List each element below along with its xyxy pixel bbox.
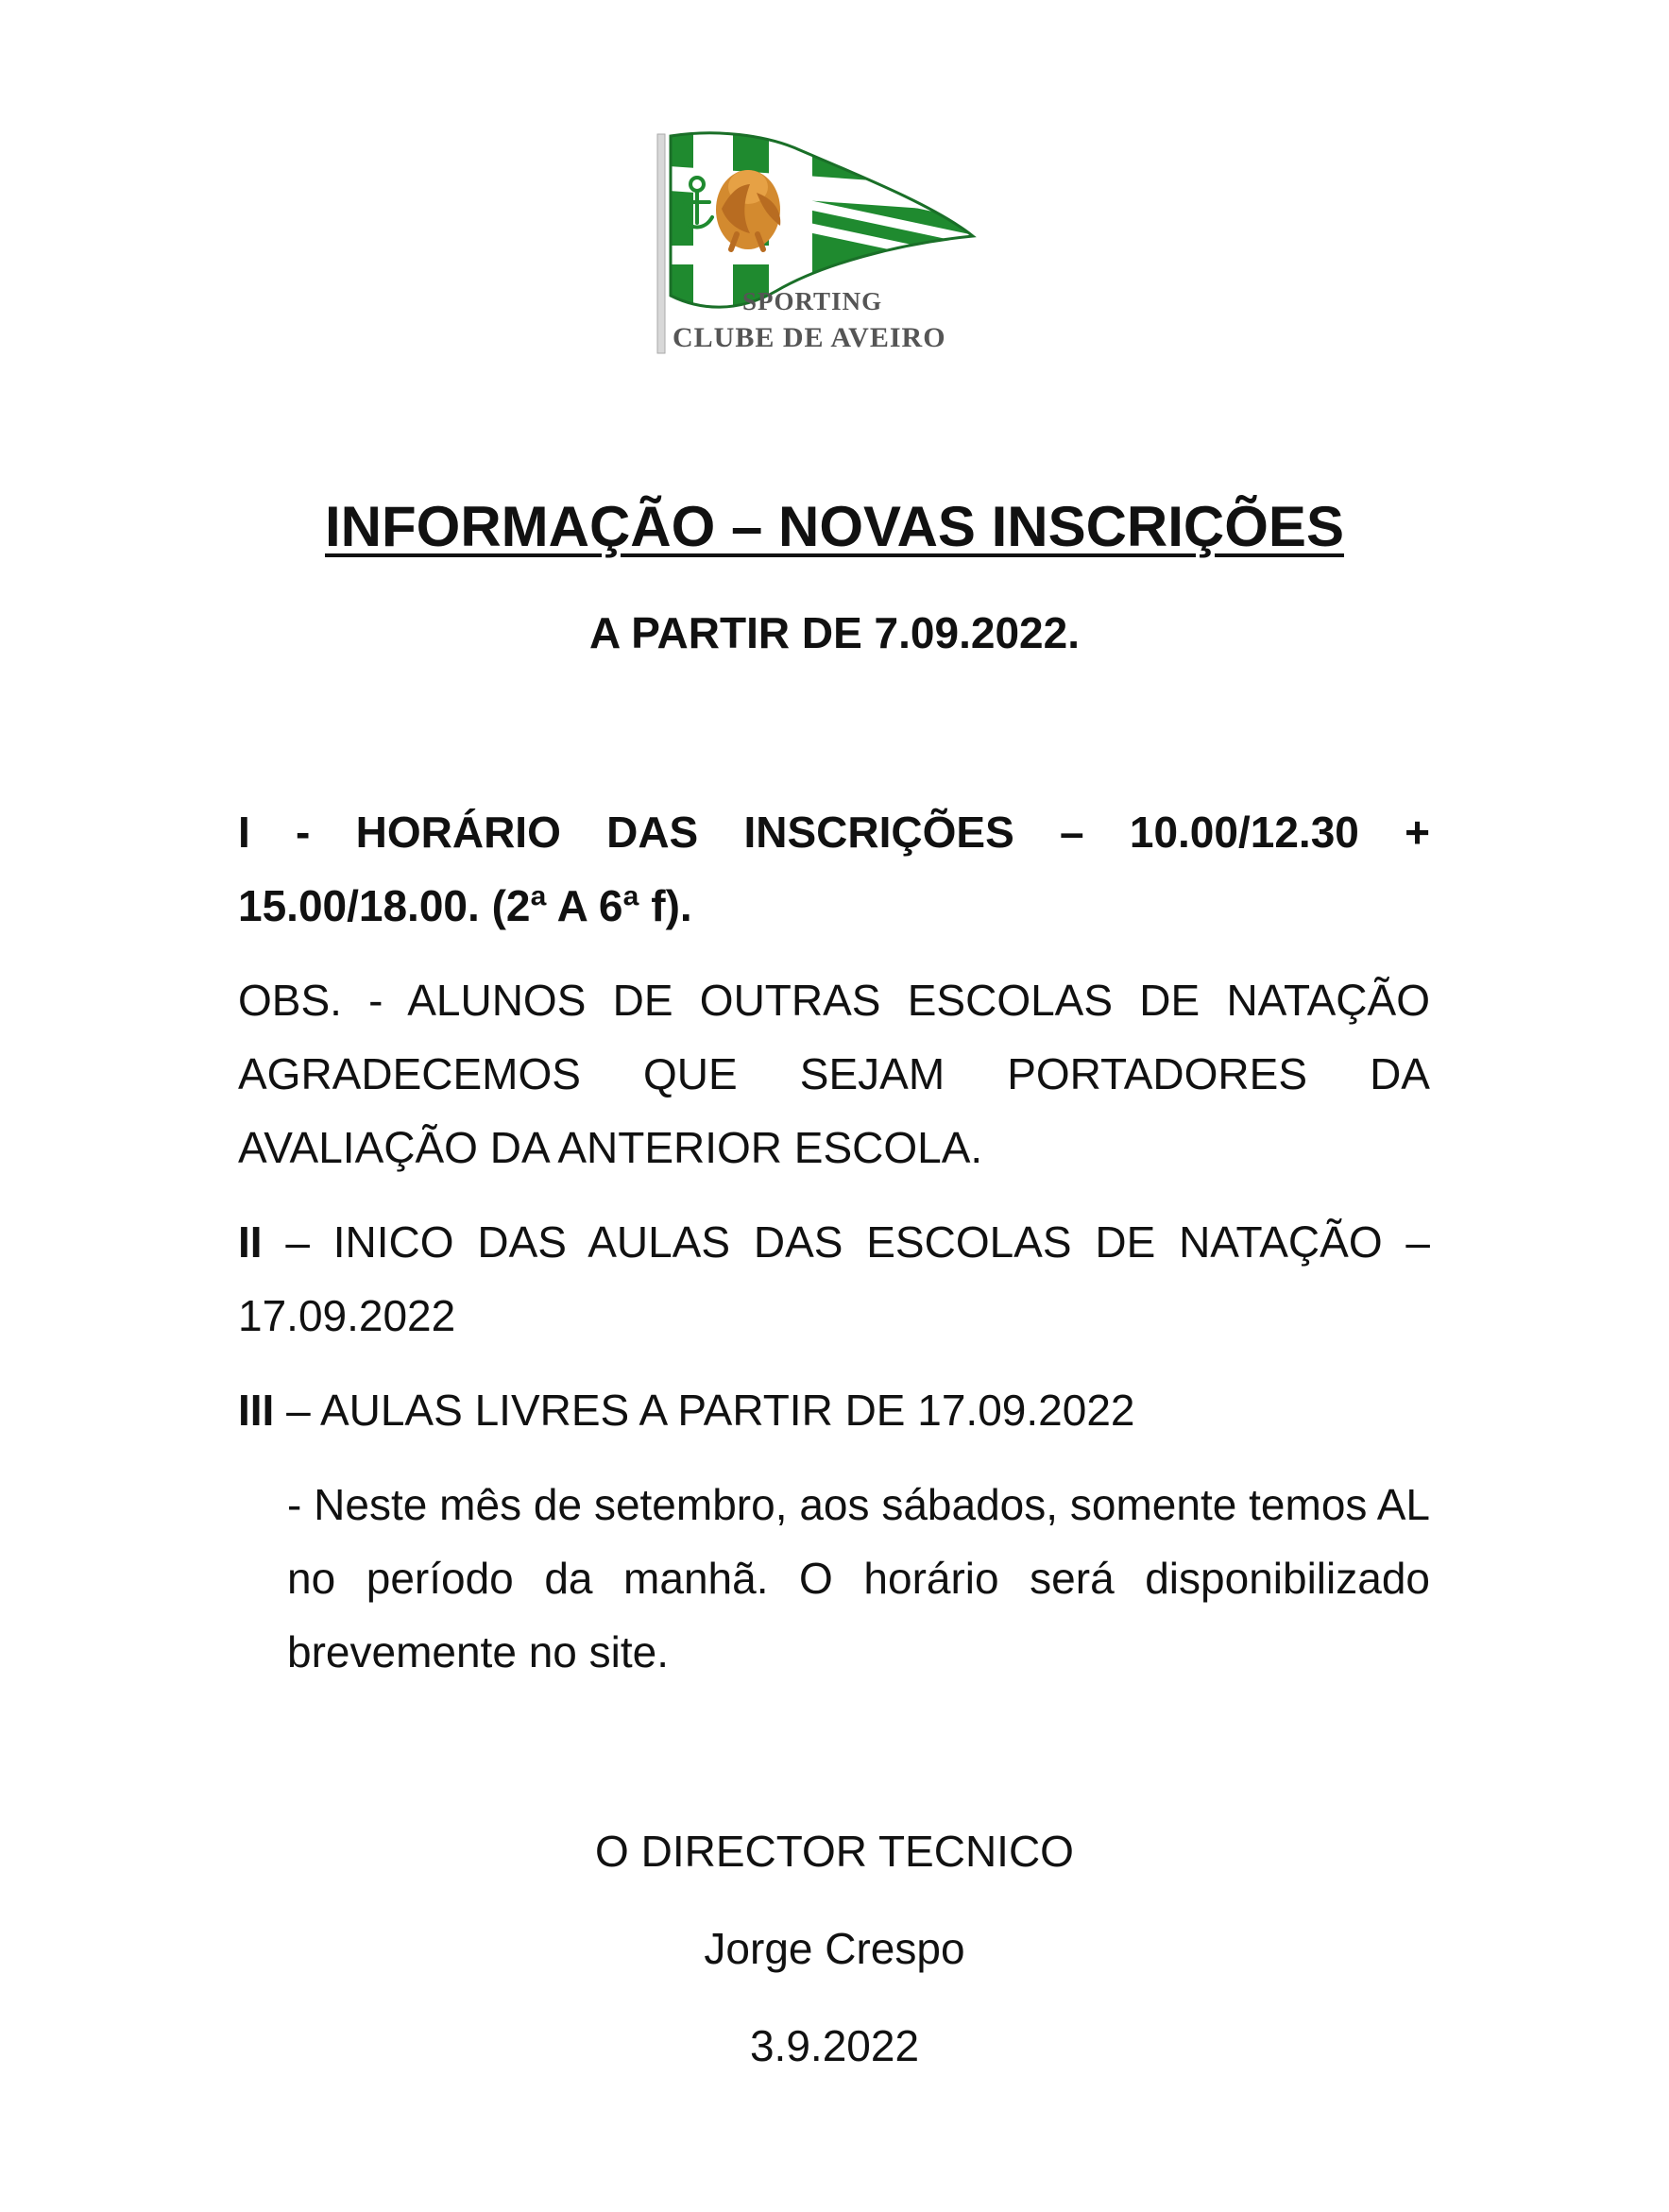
class-start-text: – INICO DAS AULAS DAS ESCOLAS DE NATAÇÃO – 17.09.2022 (238, 1217, 1430, 1340)
logo-text-club-name: CLUBE DE AVEIRO (673, 322, 946, 353)
club-logo (652, 130, 1011, 357)
logo-text-sporting: SPORTING (742, 287, 883, 315)
signature-date: 3.9.2022 (749, 2021, 920, 2070)
section-numeral-iii: III (238, 1386, 275, 1435)
signature-name: Jorge Crespo (704, 1924, 965, 1973)
page-title: INFORMAÇÃO – NOVAS INSCRIÇÕES (325, 495, 1344, 558)
lion-icon (716, 170, 780, 249)
notice-content (238, 795, 1430, 1689)
free-classes-paragraph (238, 1373, 1430, 1447)
observation-paragraph: OBS. - ALUNOS DE OUTRAS ESCOLAS DE NATAÇÃO AGRADECEMOS QUE SEJAM PORTADORES DA AVALIAÇÃO DA ANTERIOR ESCOLA. (238, 976, 1430, 1172)
page-subtitle: A PARTIR DE 7.09.2022. (589, 608, 1080, 657)
free-classes-text: – AULAS LIVRES A PARTIR DE 17.09.2022 (274, 1386, 1135, 1435)
class-start-paragraph (238, 1205, 1430, 1353)
schedule-paragraph: I - HORÁRIO DAS INSCRIÇÕES – 10.00/12.30 + 15.00/18.00. (2ª A 6ª f). (238, 808, 1430, 930)
section-numeral-ii: II (238, 1217, 263, 1267)
signature-role: O DIRECTOR TECNICO (595, 1827, 1074, 1876)
september-note-paragraph: - Neste mês de setembro, aos sábados, somente temos AL no período da manhã. O horário será disponibilizado brevemente no site. (287, 1480, 1430, 1676)
